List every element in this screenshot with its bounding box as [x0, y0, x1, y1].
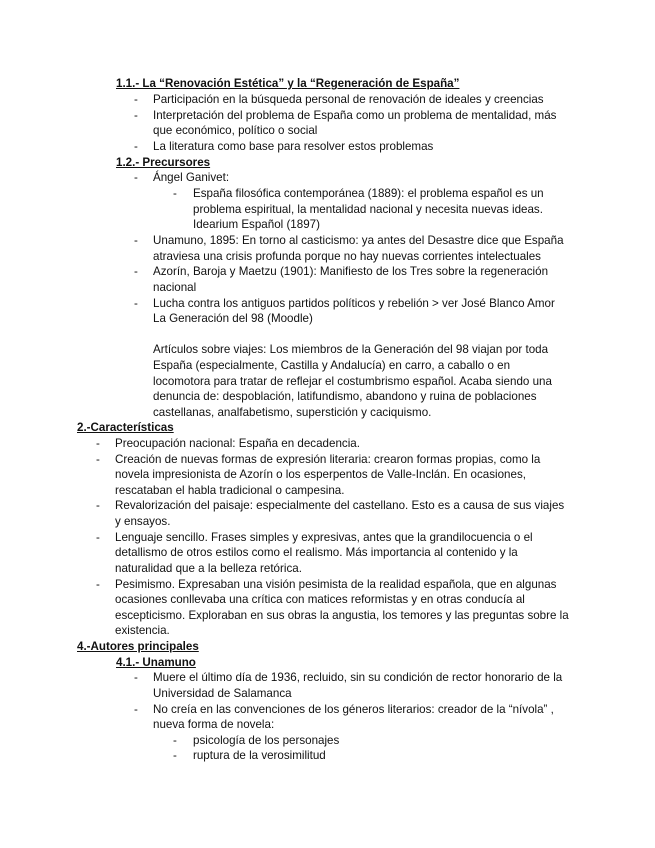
bullet-dash: -	[134, 671, 138, 684]
list-item-text: que económico, político o social	[153, 124, 318, 137]
sub-item-text: problema espiritual, la mentalidad nacional y necesita nuevas ideas.	[193, 203, 543, 216]
bullet-dash: -	[134, 140, 138, 153]
list-item-text: nueva forma de novela:	[153, 718, 275, 731]
list-item-text: Lenguaje sencillo. Frases simples y expresivas, antes que la grandilocuencia o el	[115, 531, 533, 544]
list-item-text: La Generación del 98 (Moodle)	[153, 312, 313, 325]
list-item-text: Muere el último día de 1936, recluido, sin su condición de rector honorario de la	[153, 671, 563, 684]
list-item-text: Universidad de Salamanca	[153, 687, 292, 700]
bullet-dash: -	[134, 265, 138, 278]
paragraph-line: locomotora para tratar de reflejar el costumbrismo español. Acaba siendo una	[153, 375, 552, 388]
list-item-text: escepticismo. Exploraban en sus obras la angustia, los temores y las preguntas sobre la	[115, 609, 569, 622]
section-4-heading: 4.-Autores principales	[77, 640, 199, 653]
bullet-dash: -	[96, 499, 100, 512]
list-item-text: Revalorización del paisaje: especialmente del castellano. Esto es a causa de sus viajes	[115, 499, 565, 512]
list-item-text: ocasiones conllevaba una crítica con matices reformistas y en otras conducía al	[115, 593, 525, 606]
section-1-2-heading: 1.2.- Precursores	[116, 156, 211, 169]
bullet-dash: -	[134, 171, 138, 184]
bullet-dash: -	[134, 93, 138, 106]
bullet-dash: -	[173, 749, 177, 762]
bullet-dash: -	[134, 297, 138, 310]
bullet-dash: -	[134, 703, 138, 716]
section-1-1-heading: 1.1.- La “Renovación Estética” y la “Regeneración de España”	[116, 77, 460, 90]
list-item-text: nacional	[153, 281, 197, 294]
list-item-text: atraviesa una crisis profunda porque no hay nuevas corrientes intelectuales	[153, 250, 541, 263]
list-item-text: rescataban el habla tradicional o campesina.	[115, 484, 345, 497]
list-item-text: detallismo de otros estilos como el realismo. Más importancia al contenido y la	[115, 546, 518, 559]
sub-item-text: ruptura de la verosimilitud	[193, 749, 326, 762]
list-item-text: Participación en la búsqueda personal de renovación de ideales y creencias	[153, 93, 544, 106]
list-item-text: naturalidad que a la belleza retórica.	[115, 562, 302, 575]
bullet-dash: -	[96, 437, 100, 450]
sub-item-text: psicología de los personajes	[193, 734, 340, 747]
bullet-dash: -	[134, 234, 138, 247]
section-4-1-heading: 4.1.- Unamuno	[116, 656, 196, 669]
paragraph-line: castellanas, analfabetismo, superstición y caciquismo.	[153, 406, 432, 419]
sub-item-text: España filosófica contemporánea (1889): el problema español es un	[193, 187, 544, 200]
bullet-dash: -	[96, 578, 100, 591]
list-item-text: No creía en las convenciones de los géneros literarios: creador de la “nívola” ,	[153, 703, 554, 716]
list-item-text: Ángel Ganivet:	[153, 171, 230, 184]
bullet-dash: -	[173, 187, 177, 200]
section-2-heading: 2.-Características	[77, 421, 174, 434]
sub-item-text: Idearium Español (1897)	[193, 218, 320, 231]
bullet-dash: -	[173, 734, 177, 747]
list-item-text: Interpretación del problema de España como un problema de mentalidad, más	[153, 109, 557, 122]
bullet-dash: -	[96, 531, 100, 544]
list-item-text: Unamuno, 1895: En torno al casticismo: ya antes del Desastre dice que España	[153, 234, 564, 247]
paragraph-line: denuncia de: despoblación, latifundismo, abandono y ruina de poblaciones	[153, 390, 537, 403]
paragraph-line: España (especialmente, Castilla y Andalucía) en carro, a caballo o en	[153, 359, 511, 372]
list-item-text: novela impresionista de Azorín o los esperpentos de Valle-Inclán. En ocasiones,	[115, 468, 526, 481]
list-item-text: Azorín, Baroja y Maetzu (1901): Manifiesto de los Tres sobre la regeneración	[153, 265, 549, 278]
list-item-text: Lucha contra los antiguos partidos políticos y rebelión > ver José Blanco Amor	[153, 297, 555, 310]
bullet-dash: -	[134, 109, 138, 122]
list-item-text: Creación de nuevas formas de expresión literaria: crearon formas propias, como la	[115, 453, 541, 466]
list-item-text: Preocupación nacional: España en decadencia.	[115, 437, 360, 450]
list-item-text: existencia.	[115, 624, 170, 637]
list-item-text: Pesimismo. Expresaban una visión pesimista de la realidad española, que en algunas	[115, 578, 557, 591]
paragraph-line: Artículos sobre viajes: Los miembros de la Generación del 98 viajan por toda	[153, 343, 549, 356]
bullet-dash: -	[96, 453, 100, 466]
list-item-text: y ensayos.	[115, 515, 171, 528]
list-item-text: La literatura como base para resolver estos problemas	[153, 140, 434, 153]
